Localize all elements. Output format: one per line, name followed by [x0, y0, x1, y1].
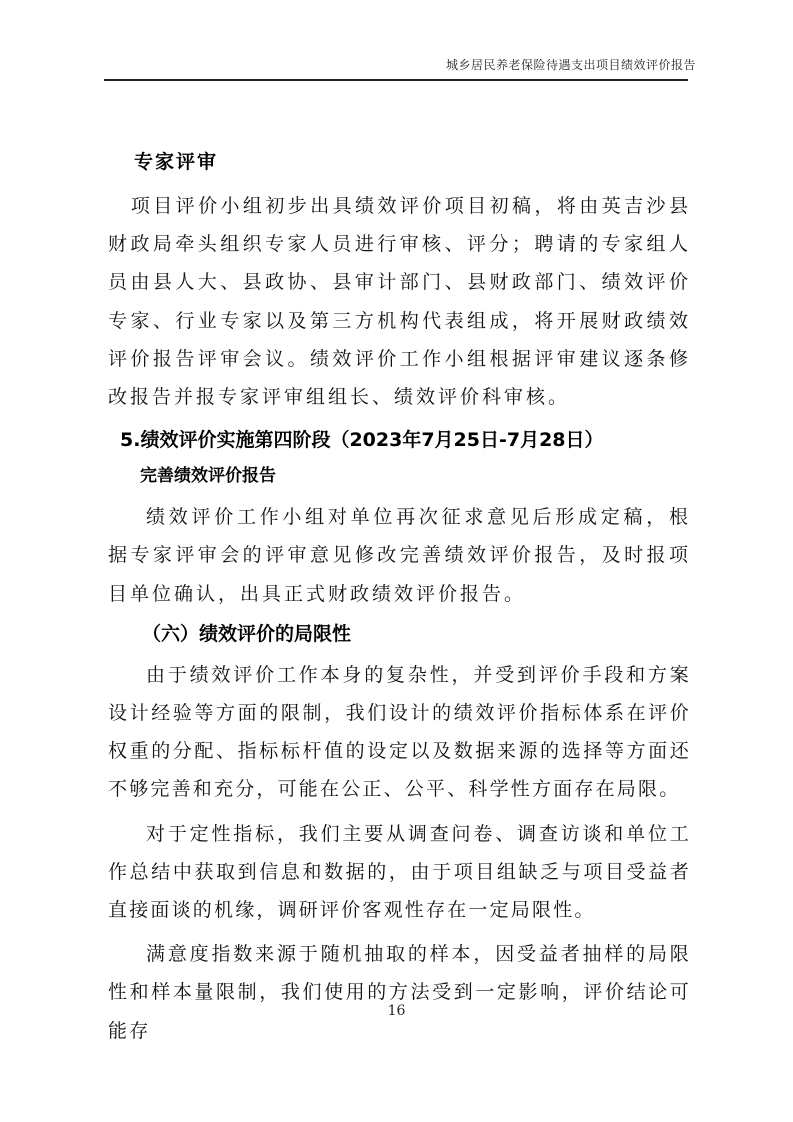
page-number: 16	[387, 1003, 406, 1019]
heading-limitations: （六）绩效评价的局限性	[142, 622, 352, 645]
heading-expert-review: 专家评审	[134, 151, 219, 173]
paragraph-expert-review: 项目评价小组初步出具绩效评价项目初稿，将由英吉沙县财政局牵头组织专家人员进行审核、评分；聘请的专家组人员由县人大、县政协、县审计部门、县财政部门、绩效评价专家、行业专家以及第三方机构代表组成，将开展财政绩效评价报告评审会议。绩效评价工作小组根据评审建议逐条修改报告并报专家评审组组长、绩效评价科审核。	[108, 195, 691, 409]
paragraph-limitations-3: 满意度指数来源于随机抽取的样本，因受益者抽样的局限性和样本量限制，我们使用的方法受到一定影响，评价结论可能存	[108, 943, 691, 1042]
paragraph-limitations-2: 对于定性指标，我们主要从调查问卷、调查访谈和单位工作总结中获取到信息和数据的，由于项目组缺乏与项目受益者直接面谈的机缘，调研评价客观性存在一定局限性。	[108, 822, 691, 922]
header-rule	[104, 79, 688, 81]
heading-phase-four: 5.绩效评价实施第四阶段（2023年7月25日-7月28日）	[120, 429, 604, 452]
paragraph-finalize-report: 绩效评价工作小组对单位再次征求意见后形成定稿，根据专家评审会的评审意见修改完善绩效评价报告，及时报项目单位确认，出具正式财政绩效评价报告。	[108, 506, 691, 605]
heading-finalize-report: 完善绩效评价报告	[140, 466, 276, 487]
paragraph-limitations-1: 由于绩效评价工作本身的复杂性，并受到评价手段和方案设计经验等方面的限制，我们设计的绩效评价指标体系在评价权重的分配、指标标杆值的设定以及数据来源的选择等方面还不够完善和充分，可能在公正、公平、科学性方面存在局限。	[108, 663, 691, 801]
page-body	[108, 150, 691, 1050]
running-header: 城乡居民养老保险待遇支出项目绩效评价报告	[445, 58, 696, 72]
